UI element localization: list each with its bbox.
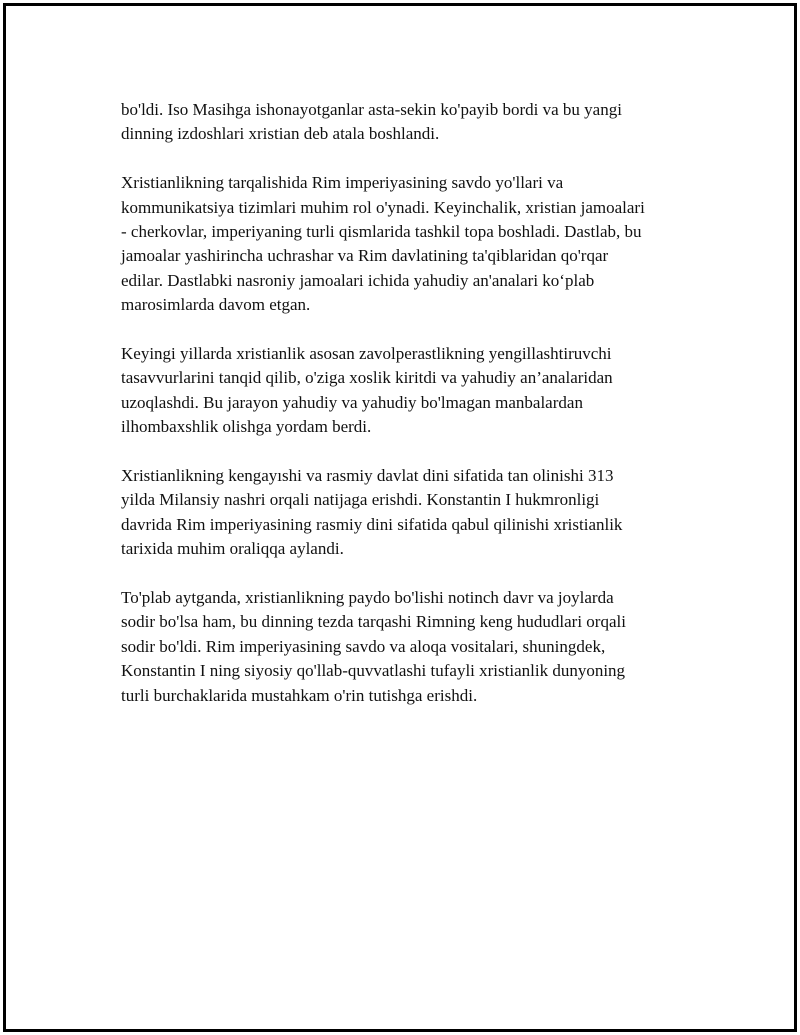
paragraph-3: Keyingi yillarda xristianlik asosan zavolperastlikning yengillashtiruvchi tasavvurlarini tanqid qilib, o'ziga xoslik kiritdi va yahudiy an’analaridan uzoqlashdi. Bu jarayon yahudiy va yahudiy bo'lmagan manbalardan ilhombaxshlik olishga yordam berdi. (121, 344, 613, 437)
paragraph-2: Xristianlikning tarqalishida Rim imperiyasining savdo yo'llari va kommunikatsiya tizimlari muhim rol o'ynadi. Keyinchalik, xristian jamoalari - cherkovlar, imperiyaning turli qismlarida tashkil topa boshladi. Dastlab, bu jamoalar yashirincha uchrashar va Rim davlatining ta'qiblaridan qo'rqar edilar. Dastlabki nasroniy jamoalari ichida yahudiy an'analari koʻplab marosimlarda davom etgan. (121, 173, 645, 315)
paragraph-5: To'plab aytganda, xristianlikning paydo bo'lishi notinch davr va joylarda sodir bo'lsa ham, bu dinning tezda tarqashi Rimning keng hududlari orqali sodir bo'ldi. Rim imperiyasining savdo va aloqa vositalari, shuningdek, Konstantin I ning siyosiy qo'llab-quvvatlashi tufayli xristianlik dunyoning turli burchaklarida mustahkam o'rin tutishga erishdi. (121, 588, 626, 705)
document-body (121, 98, 701, 732)
paragraph-4: Xristianlikning kengayıshi va rasmiy davlat dini sifatida tan olinishi 313 yilda Milansiy nashri orqali natijaga erishdi. Konstantin I hukmronligi davrida Rim imperiyasining rasmiy dini sifatida qabul qilinishi xristianlik tarixida muhim oraliqqa aylandi. (121, 466, 623, 559)
paragraph-1: bo'ldi. Iso Masihga ishonayotganlar asta-sekin ko'payib bordi va bu yangi dinning izdoshlari xristian deb atala boshlandi. (121, 100, 622, 144)
document-page (3, 3, 797, 1032)
